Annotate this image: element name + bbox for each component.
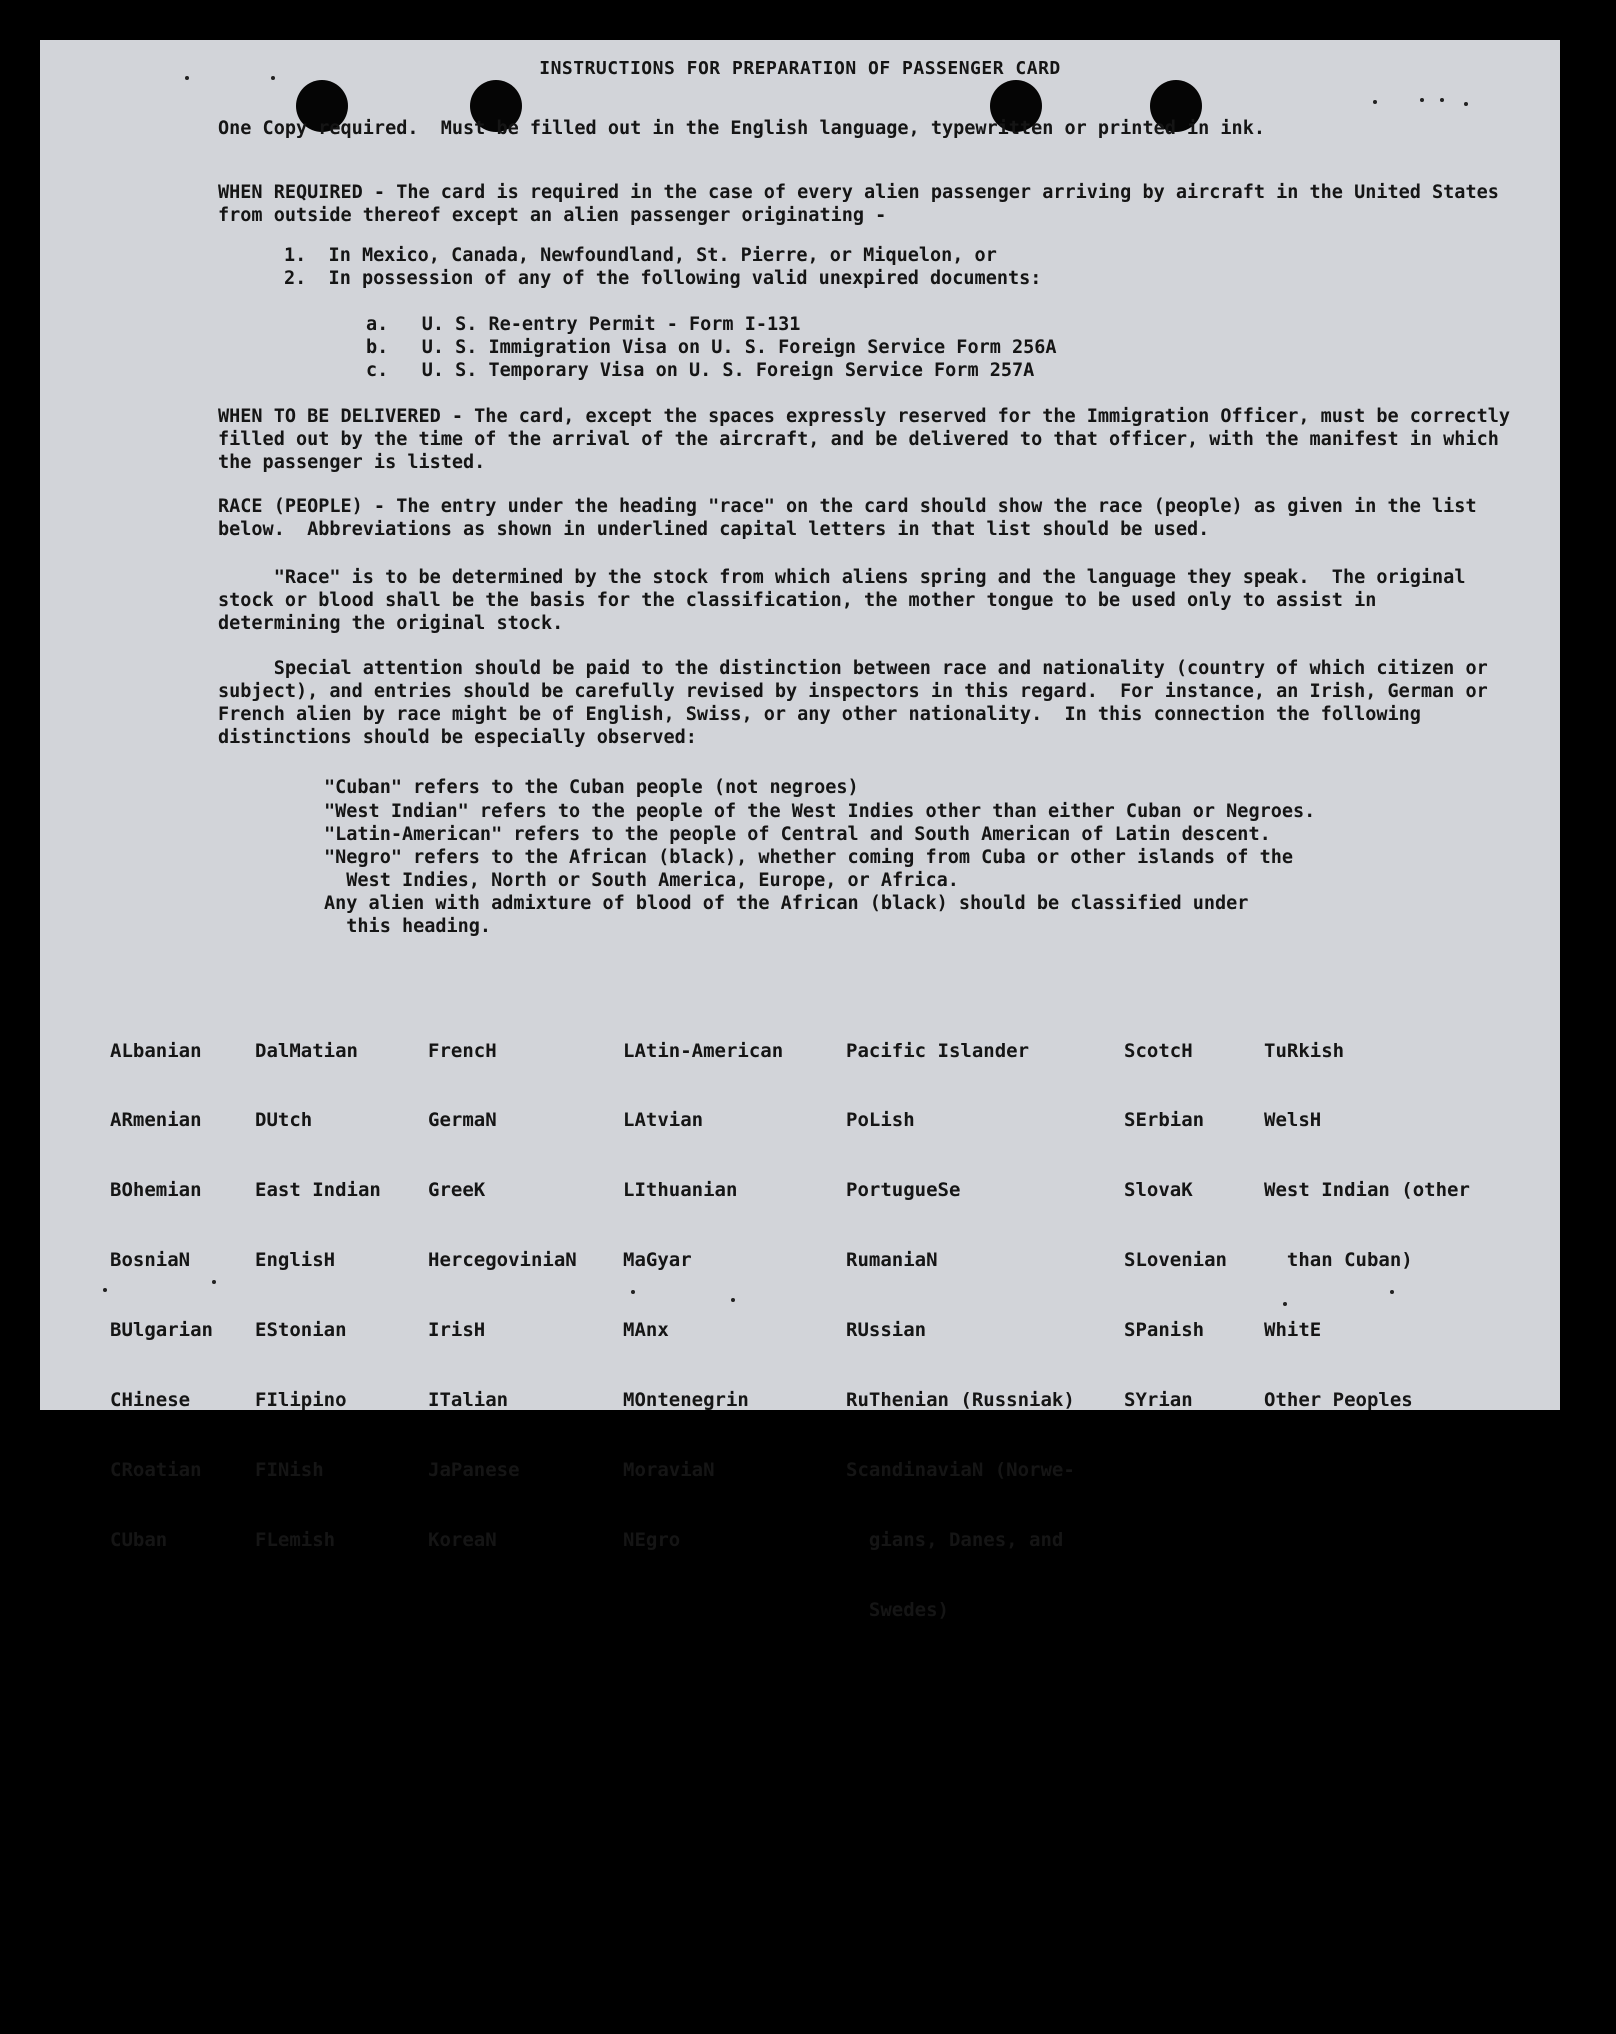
distinction-line: West Indies, North or South America, Europe, or Africa. xyxy=(324,870,959,891)
race-entry: LIthuanian xyxy=(623,1179,738,1202)
race-entry: MoraviaN xyxy=(623,1458,715,1481)
speck xyxy=(1373,100,1377,104)
race-entry: DUtch xyxy=(255,1109,313,1132)
race-entry: GermaN xyxy=(428,1109,497,1132)
race-entry: SPanish xyxy=(1124,1319,1205,1342)
race-entry: ALbanian xyxy=(110,1039,202,1062)
race-list-column-3 xyxy=(428,993,577,1599)
distinction-line: this heading. xyxy=(324,916,492,937)
race-intro-paragraph: RACE (PEOPLE) - The entry under the heading "race" on the card should show the race (people) as given in the list below. Abbreviations as shown in underlined capital letters in that list should be used. xyxy=(218,496,1488,540)
race-list-column-7 xyxy=(1264,993,1470,1459)
document-item: b. U. S. Immigration Visa on U. S. Foreign Service Form 256A xyxy=(366,337,1057,358)
race-entry: MAnx xyxy=(623,1319,669,1342)
race-entry: MOntenegrin xyxy=(623,1389,749,1412)
exception-item: 1. In Mexico, Canada, Newfoundland, St. Pierre, or Miquelon, or xyxy=(284,245,997,266)
race-entry: EStonian xyxy=(255,1319,347,1342)
race-entry: SErbian xyxy=(1124,1109,1205,1132)
race-entry: EnglisH xyxy=(255,1249,336,1272)
race-list-column-2 xyxy=(255,993,381,1599)
race-entry: ScandinaviaN (Norwe- xyxy=(846,1458,1075,1481)
race-entry: BOhemian xyxy=(110,1179,202,1202)
race-entry: MaGyar xyxy=(623,1249,692,1272)
race-entry: CRoatian xyxy=(110,1458,202,1481)
special-attention-paragraph: Special attention should be paid to the distinction between race and nationality (country of which citizen or subject), and entries should be carefully revised by inspectors in this regard. For instance, an Irish, German or French alien by race might be of English, Swiss, or any other nationality. In this connection the following distinctions should be especially observed: xyxy=(218,658,1499,748)
race-entry: WhitE xyxy=(1264,1319,1322,1342)
race-list-column-6 xyxy=(1124,993,1227,1459)
document-title: INSTRUCTIONS FOR PREPARATION OF PASSENGER CARD xyxy=(539,58,1061,79)
race-entry: than Cuban) xyxy=(1264,1249,1413,1272)
speck xyxy=(1464,102,1468,106)
distinction-line: "Latin-American" refers to the people of Central and South American of Latin descent. xyxy=(324,824,1271,845)
race-entry: WelsH xyxy=(1264,1109,1322,1132)
when-delivered-paragraph: WHEN TO BE DELIVERED - The card, except the spaces expressly reserved for the Immigration Officer, must be correctly filled out by the time of the arrival of the aircraft, and be delivered to that officer, with the manifest in which the passenger is listed. xyxy=(218,406,1522,473)
document-item: a. U. S. Re-entry Permit - Form I-131 xyxy=(366,314,801,335)
race-entry: GreeK xyxy=(428,1179,486,1202)
document-page xyxy=(40,40,1560,1621)
race-entry: FLemish xyxy=(255,1528,336,1551)
race-entry: LAtin-American xyxy=(623,1039,784,1062)
race-entry: DalMatian xyxy=(255,1039,358,1062)
race-entry: JaPanese xyxy=(428,1458,520,1481)
race-entry: ITalian xyxy=(428,1389,509,1412)
race-list-column-4 xyxy=(623,993,783,1599)
race-entry: SlovaK xyxy=(1124,1179,1193,1202)
race-entry: ARmenian xyxy=(110,1109,202,1132)
race-list-column-5 xyxy=(846,993,1075,1669)
race-entry: PoLish xyxy=(846,1109,915,1132)
distinction-line: "West Indian" refers to the people of the West Indies other than either Cuban or Negroes. xyxy=(324,801,1316,822)
speck xyxy=(103,1288,107,1292)
document-item: c. U. S. Temporary Visa on U. S. Foreign Service Form 257A xyxy=(366,360,1035,381)
race-entry: CUban xyxy=(110,1528,168,1551)
race-entry: Swedes) xyxy=(846,1598,949,1621)
race-entry: ScotcH xyxy=(1124,1039,1193,1062)
race-entry: RumaniaN xyxy=(846,1249,938,1272)
race-entry: FrencH xyxy=(428,1039,497,1062)
race-entry: SYrian xyxy=(1124,1389,1193,1412)
race-entry: FIlipino xyxy=(255,1389,347,1412)
race-entry: BUlgarian xyxy=(110,1319,213,1342)
race-entry: NEgro xyxy=(623,1528,681,1551)
race-entry: KoreaN xyxy=(428,1528,497,1551)
race-entry: SLovenian xyxy=(1124,1249,1227,1272)
race-entry: West Indian (other xyxy=(1264,1179,1470,1202)
when-required-paragraph: WHEN REQUIRED - The card is required in the case of every alien passenger arriving by aircraft in the United States from outside thereof except an alien passenger originating - xyxy=(218,182,1511,226)
race-list-column-1 xyxy=(110,993,213,1599)
race-entry: LAtvian xyxy=(623,1109,704,1132)
speck xyxy=(1440,98,1444,102)
copy-note: One Copy required. Must be filled out in the English language, typewritten or printed in ink. xyxy=(218,118,1265,139)
race-entry: East Indian xyxy=(255,1179,381,1202)
race-entry: HercegoviniaN xyxy=(428,1249,577,1272)
race-entry: TuRkish xyxy=(1264,1039,1345,1062)
distinction-line: "Negro" refers to the African (black), whether coming from Cuba or other islands of the xyxy=(324,847,1294,868)
race-entry: RuThenian (Russniak) xyxy=(846,1389,1075,1412)
speck xyxy=(1420,98,1424,102)
race-entry: CHinese xyxy=(110,1389,191,1412)
race-entry: PortugueSe xyxy=(846,1179,961,1202)
race-determined-paragraph: "Race" is to be determined by the stock from which aliens spring and the language they speak. The original stock or blood shall be the basis for the classification, the mother tongue to be used only to assist in determining the original stock. xyxy=(218,567,1477,634)
race-entry: IrisH xyxy=(428,1319,486,1342)
race-entry: Other Peoples xyxy=(1264,1389,1413,1412)
race-entry: gians, Danes, and xyxy=(846,1528,1064,1551)
race-entry: Pacific Islander xyxy=(846,1039,1030,1062)
race-entry: RUssian xyxy=(846,1319,927,1342)
distinction-line: "Cuban" refers to the Cuban people (not negroes) xyxy=(324,777,859,798)
race-entry: FINish xyxy=(255,1458,324,1481)
distinction-line: Any alien with admixture of blood of the African (black) should be classified under xyxy=(324,893,1249,914)
race-entry: BosniaN xyxy=(110,1249,191,1272)
exception-item: 2. In possession of any of the following valid unexpired documents: xyxy=(284,268,1042,289)
